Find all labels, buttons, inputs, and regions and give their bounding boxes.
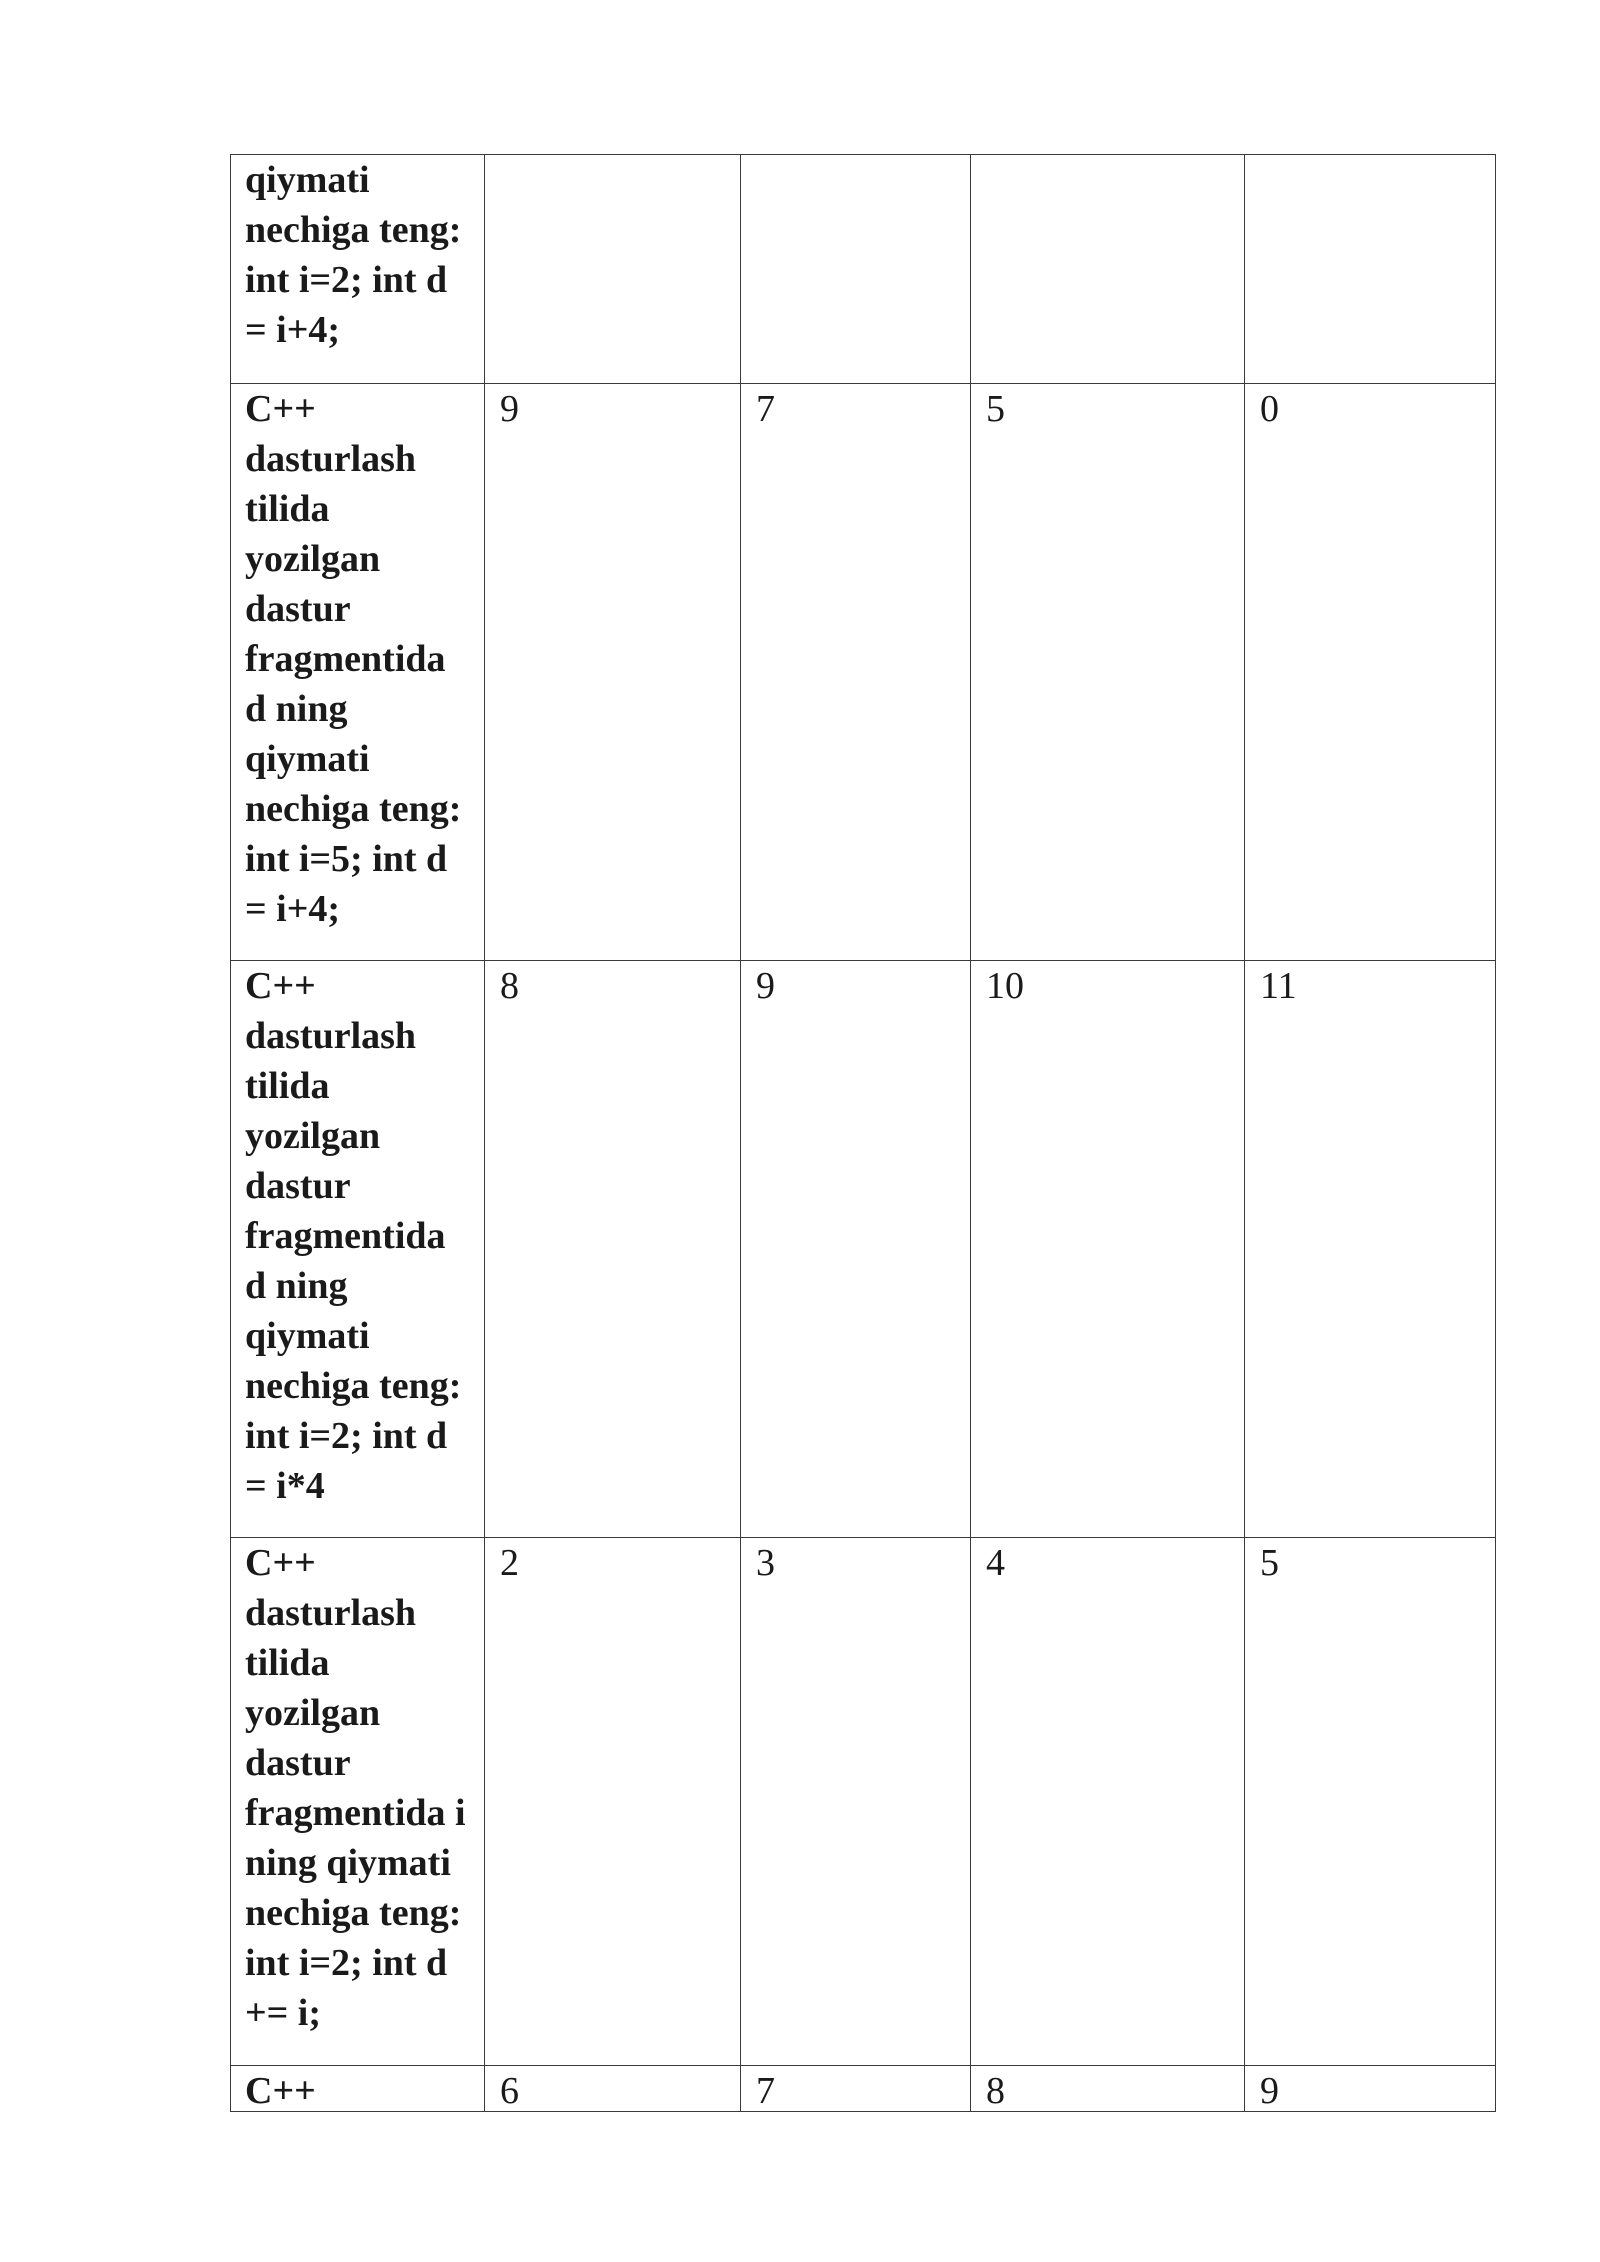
question-cell: C++ [231, 2066, 485, 2112]
option-cell-3: 10 [971, 961, 1245, 1538]
option-cell-3: 4 [971, 1538, 1245, 2066]
option-cell-4: 0 [1245, 384, 1496, 961]
option-cell-2: 7 [741, 2066, 971, 2112]
option-cell-3: 5 [971, 384, 1245, 961]
question-cell: C++ dasturlash tilida yozilgan dastur fragmentida d ning qiymati nechiga teng: int i=5; int d = i+4; [231, 384, 485, 961]
question-cell: qiymati nechiga teng: int i=2; int d = i+4; [231, 155, 485, 384]
option-cell-1: 6 [485, 2066, 741, 2112]
option-cell-4 [1245, 155, 1496, 384]
option-cell-3 [971, 155, 1245, 384]
option-cell-1: 9 [485, 384, 741, 961]
option-cell-4: 5 [1245, 1538, 1496, 2066]
option-cell-2 [741, 155, 971, 384]
option-cell-4: 11 [1245, 961, 1496, 1538]
question-cell: C++ dasturlash tilida yozilgan dastur fragmentida i ning qiymati nechiga teng: int i=2; int d += i; [231, 1538, 485, 2066]
option-cell-2: 3 [741, 1538, 971, 2066]
option-cell-2: 7 [741, 384, 971, 961]
option-cell-1: 8 [485, 961, 741, 1538]
option-cell-4: 9 [1245, 2066, 1496, 2112]
option-cell-1: 2 [485, 1538, 741, 2066]
option-cell-3: 8 [971, 2066, 1245, 2112]
question-cell: C++ dasturlash tilida yozilgan dastur fragmentida d ning qiymati nechiga teng: int i=2; int d = i*4 [231, 961, 485, 1538]
option-cell-1 [485, 155, 741, 384]
option-cell-2: 9 [741, 961, 971, 1538]
quiz-table [230, 154, 1496, 2112]
